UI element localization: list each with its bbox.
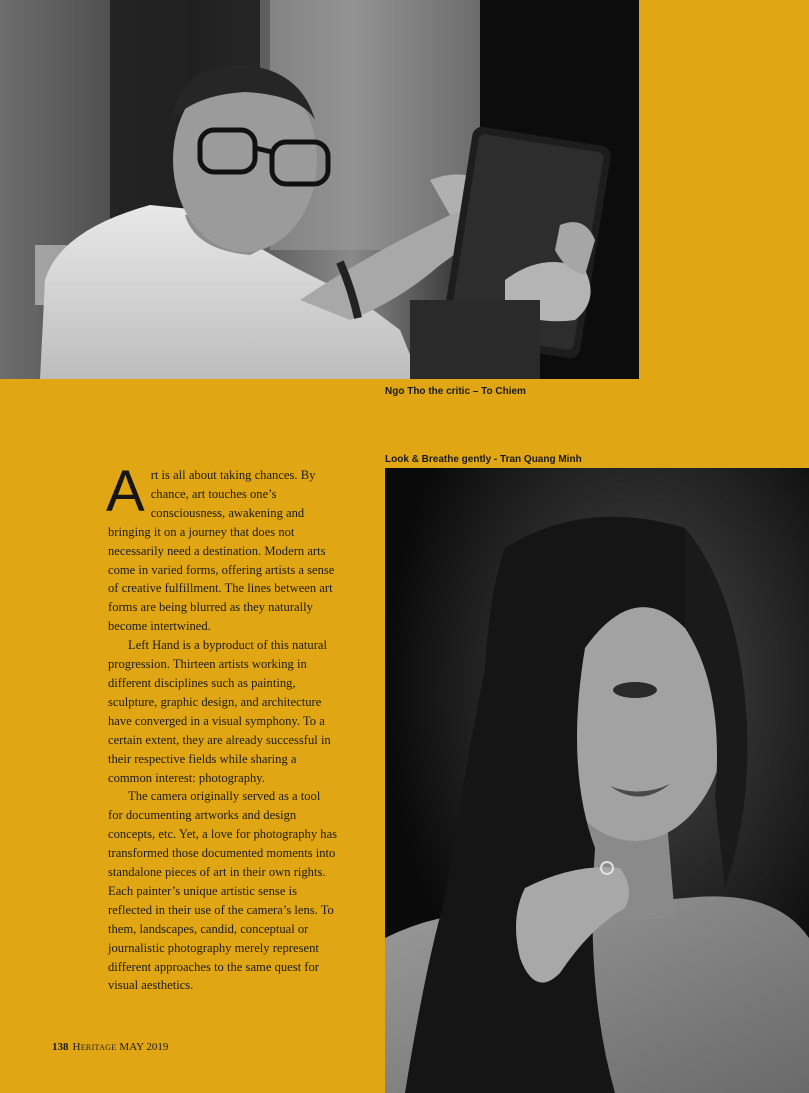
photo-caption-top: Ngo Tho the critic – To Chiem — [385, 386, 526, 397]
photo-look-and-breathe — [385, 468, 809, 1093]
article-paragraph-1 — [106, 459, 338, 636]
page-footer — [52, 1041, 168, 1053]
page-number: 138 — [52, 1041, 69, 1053]
photo-ngo-tho — [0, 0, 639, 379]
magazine-name: Heritage — [72, 1041, 117, 1053]
article-paragraph-3: The camera originally served as a tool for documenting artworks and design concepts, etc. Yet, a love for photography has transformed those documented moments into standalone pieces of art in their own rights. Each painter’s unique artistic sense is reflected in their use of the camera’s lens. To them, landscapes, candid, conceptual or journalistic photography merely represent different approaches to the same quest for visual aesthetics. — [108, 789, 338, 993]
photo-caption-bottom: Look & Breathe gently - Tran Quang Minh — [385, 454, 582, 465]
drop-cap: A — [106, 459, 145, 524]
photo-look-and-breathe-image — [385, 468, 809, 1093]
article-body — [106, 459, 338, 995]
photo-ngo-tho-image — [0, 0, 639, 379]
article-paragraph-2: Left Hand is a byproduct of this natural progression. Thirteen artists working in different disciplines such as painting, sculpture, graphic design, and architecture have converged in a visual symphony. To a certain extent, they are already successful in their respective fields while sharing a common interest: photography. — [108, 638, 331, 785]
article-paragraph-1-text: rt is all about taking chances. By chance, art touches one’s consciousness, awakening and bringing it on a journey that does not necessarily need a destination. Modern arts come in varied forms, offering artists a sense of creative fulfillment. The lines between art forms are being blurred as they naturally become intertwined. — [108, 468, 335, 634]
issue-date: MAY 2019 — [119, 1041, 169, 1053]
